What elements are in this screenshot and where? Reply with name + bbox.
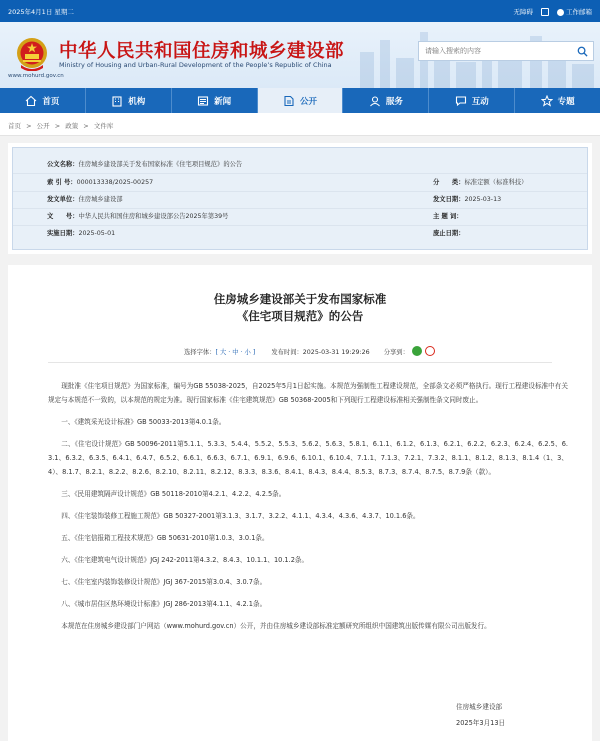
nav-news-label: 新闻 — [214, 96, 232, 107]
font-size-switch[interactable]: [ 大 · 中 · 小 ] — [215, 348, 256, 356]
article-signer: 住房城乡建设部 — [456, 703, 503, 711]
document-info-card — [8, 143, 592, 254]
info-impl-value: 2025-05-01 — [78, 230, 116, 237]
site-url: www.mohurd.gov.cn — [8, 73, 64, 79]
nav-agency[interactable] — [86, 88, 172, 113]
search-box — [418, 41, 594, 61]
article-container — [8, 265, 592, 741]
crumb-sep: > — [54, 122, 61, 130]
font-size-label: 选择字体： — [184, 348, 216, 356]
info-divider — [13, 208, 587, 209]
info-date-row — [433, 194, 501, 203]
nav-open-label: 公开 — [300, 96, 318, 107]
article-paragraph: 七、《住宅室内装饰装修设计规范》JGJ 367-2015第3.0.4、3.0.7条。 — [61, 578, 267, 586]
article-paragraph: 八、《城市居住区热环境设计标准》JGJ 286-2013第4.1.1、4.2.1条。 — [61, 600, 267, 608]
crumb-library[interactable]: 文件库 — [93, 122, 114, 130]
top-bar — [0, 0, 600, 22]
header-banner — [0, 22, 600, 88]
nav-agency-label: 机构 — [128, 96, 146, 107]
breadcrumb — [0, 113, 600, 136]
article-title-line1: 住房城乡建设部关于发布国家标准 — [213, 292, 387, 306]
nav-topic[interactable] — [515, 88, 600, 113]
chat-icon — [455, 95, 467, 107]
crumb-sep: > — [26, 122, 32, 130]
info-divider — [13, 225, 587, 226]
info-category-label: 分 类： — [433, 179, 465, 186]
accessibility-link[interactable]: 无障碍 — [513, 8, 533, 16]
work-portal-link[interactable] — [557, 7, 592, 16]
nav-topic-label: 专题 — [557, 96, 575, 107]
info-subject-label: 主 题 词： — [433, 213, 463, 220]
building-icon — [111, 95, 123, 107]
info-date-label: 发文日期： — [433, 196, 465, 203]
article-paragraph: 一、《建筑采光设计标准》GB 50033-2013第4.0.1条。 — [61, 418, 226, 426]
info-expire-row — [433, 228, 464, 237]
mobile-icon[interactable] — [541, 8, 549, 16]
nav-home-label: 首页 — [42, 96, 60, 107]
search-input[interactable] — [419, 42, 569, 60]
crumb-sep: > — [83, 122, 89, 130]
crumb-open[interactable]: 公开 — [36, 122, 50, 130]
info-divider — [13, 191, 587, 192]
article-paragraph: 六、《住宅建筑电气设计规范》JGJ 242-2011第4.3.2、8.4.3、10.1.1、10.1.2条。 — [61, 556, 309, 564]
wechat-share-icon[interactable] — [412, 346, 422, 356]
info-index-label: 索 引 号： — [47, 179, 77, 186]
article-title-line2: 《住宅项目规范》的公告 — [236, 309, 364, 323]
nav-interact-label: 互动 — [471, 96, 489, 107]
info-index-value: 000013338/2025-00257 — [76, 179, 154, 186]
nav-home[interactable] — [0, 88, 86, 113]
news-icon — [197, 95, 209, 107]
article-paragraph: 现批准《住宅项目规范》为国家标准，编号为GB 55038-2025，自2025年5月1日起实施。本规范为强制性工程建设规范，全部条文必须严格执行。现行工程建设标准中有关规定与本规范不一致的，以本规范的规定为准。现行国家标准《住宅建筑规范》GB 50368-2005和下列现行工程建设标准相关强制性条文同时废止。 — [48, 382, 568, 404]
info-issuer-value: 住房城乡建设部 — [78, 196, 123, 203]
info-subject-row — [433, 211, 463, 220]
info-category-row — [433, 177, 527, 186]
info-divider — [13, 173, 587, 174]
open-icon — [283, 95, 295, 107]
info-docno-label: 文 号： — [47, 213, 79, 220]
info-date-value: 2025-03-13 — [464, 196, 502, 203]
article-paragraph: 本规范在住房城乡建设部门户网站（www.mohurd.gov.cn）公开，并由住房城乡建设部标准定额研究所组织中国建筑出版传媒有限公司出版发行。 — [61, 622, 491, 630]
info-issuer-label: 发文单位： — [47, 196, 79, 203]
info-title-row — [47, 159, 242, 168]
home-icon — [25, 95, 37, 107]
crumb-policy[interactable]: 政策 — [65, 122, 79, 130]
article-paragraph: 二、《住宅设计规范》GB 50096-2011第5.1.1、5.3.3、5.4.4、5.5.2、5.5.3、5.6.2、5.6.3、5.8.1、6.1.1、6.1.2、6.1.3、6.2.1、6.2.2、6.2.3、6.2.4、6.2.5、6.3.1、6.3.2、6.3.5、6.4.1、6.4.7、6.5.2、6.6.1、6.6.3、6.7.1、6.9.1、6.9.6、6.10.1、6.10.4、7.1.1、7.1.3、7.2.1、7.3.2、8.1.1、8.1.2、8.1.3、8.1.4（1、3、4）、8.1.7、8.2.1、8.2.2、8.2.6、8.2.10、8.2.11、8.2.12、8.3.3、8.3.6、8.4.1、8.4.3、8.4.4、8.5.3、8.7.3、8.7.4、8.7.5、8.7.9条（款）。 — [48, 440, 568, 476]
crumb-home[interactable]: 首页 — [8, 122, 21, 130]
info-docno-value: 中华人民共和国住房和城乡建设部公告2025年第39号 — [78, 213, 229, 220]
article-body — [48, 379, 568, 633]
service-icon — [369, 95, 381, 107]
article-divider — [48, 362, 552, 363]
article-paragraph: 三、《民用建筑隔声设计规范》GB 50118-2010第4.2.1、4.2.2、4.2.5条。 — [61, 490, 286, 498]
info-index-row — [47, 177, 153, 186]
article-meta — [184, 346, 435, 356]
publish-time: 发布时间：2025-03-31 19:29:26 — [271, 348, 370, 356]
topic-icon — [541, 95, 553, 107]
info-issuer-row — [47, 194, 123, 203]
site-title: 中华人民共和国住房和城乡建设部 — [59, 41, 345, 62]
nav-open[interactable] — [258, 88, 344, 113]
info-docno-row — [47, 211, 228, 220]
work-portal-label: 工作邮箱 — [566, 8, 592, 16]
person-icon — [557, 9, 564, 16]
info-impl-row — [47, 228, 115, 237]
nav-service[interactable] — [343, 88, 429, 113]
national-emblem — [16, 37, 48, 71]
article-paragraph: 四、《住宅装饰装修工程施工规范》GB 50327-2001第3.1.3、3.1.7、3.2.2、4.1.1、4.3.4、4.3.6、4.3.7、10.1.6条。 — [61, 512, 420, 520]
document-info-panel — [12, 147, 588, 250]
info-title-value: 住房城乡建设部关于发布国家标准《住宅项目规范》的公告 — [78, 161, 243, 168]
article-sign-date: 2025年3月13日 — [456, 719, 506, 727]
info-category-value: 标准定额（标准科技） — [464, 179, 528, 186]
main-nav — [0, 88, 600, 113]
top-links — [514, 7, 593, 16]
nav-interact[interactable] — [429, 88, 515, 113]
nav-news[interactable] — [172, 88, 258, 113]
current-date: 2025年4月1日 星期二 — [8, 8, 74, 16]
share-label: 分享到： — [383, 348, 409, 356]
nav-service-label: 服务 — [385, 96, 403, 107]
info-title-label: 公文名称： — [47, 161, 79, 168]
info-expire-label: 废止日期： — [433, 230, 465, 237]
search-icon[interactable] — [577, 46, 588, 57]
site-subtitle: Ministry of Housing and Urban-Rural Development of the People’s Republic of China — [59, 61, 332, 69]
article-paragraph: 五、《住宅信报箱工程技术规范》GB 50631-2010第1.0.3、3.0.1条。 — [61, 534, 269, 542]
weibo-share-icon[interactable] — [425, 346, 435, 356]
info-impl-label: 实施日期： — [47, 230, 79, 237]
